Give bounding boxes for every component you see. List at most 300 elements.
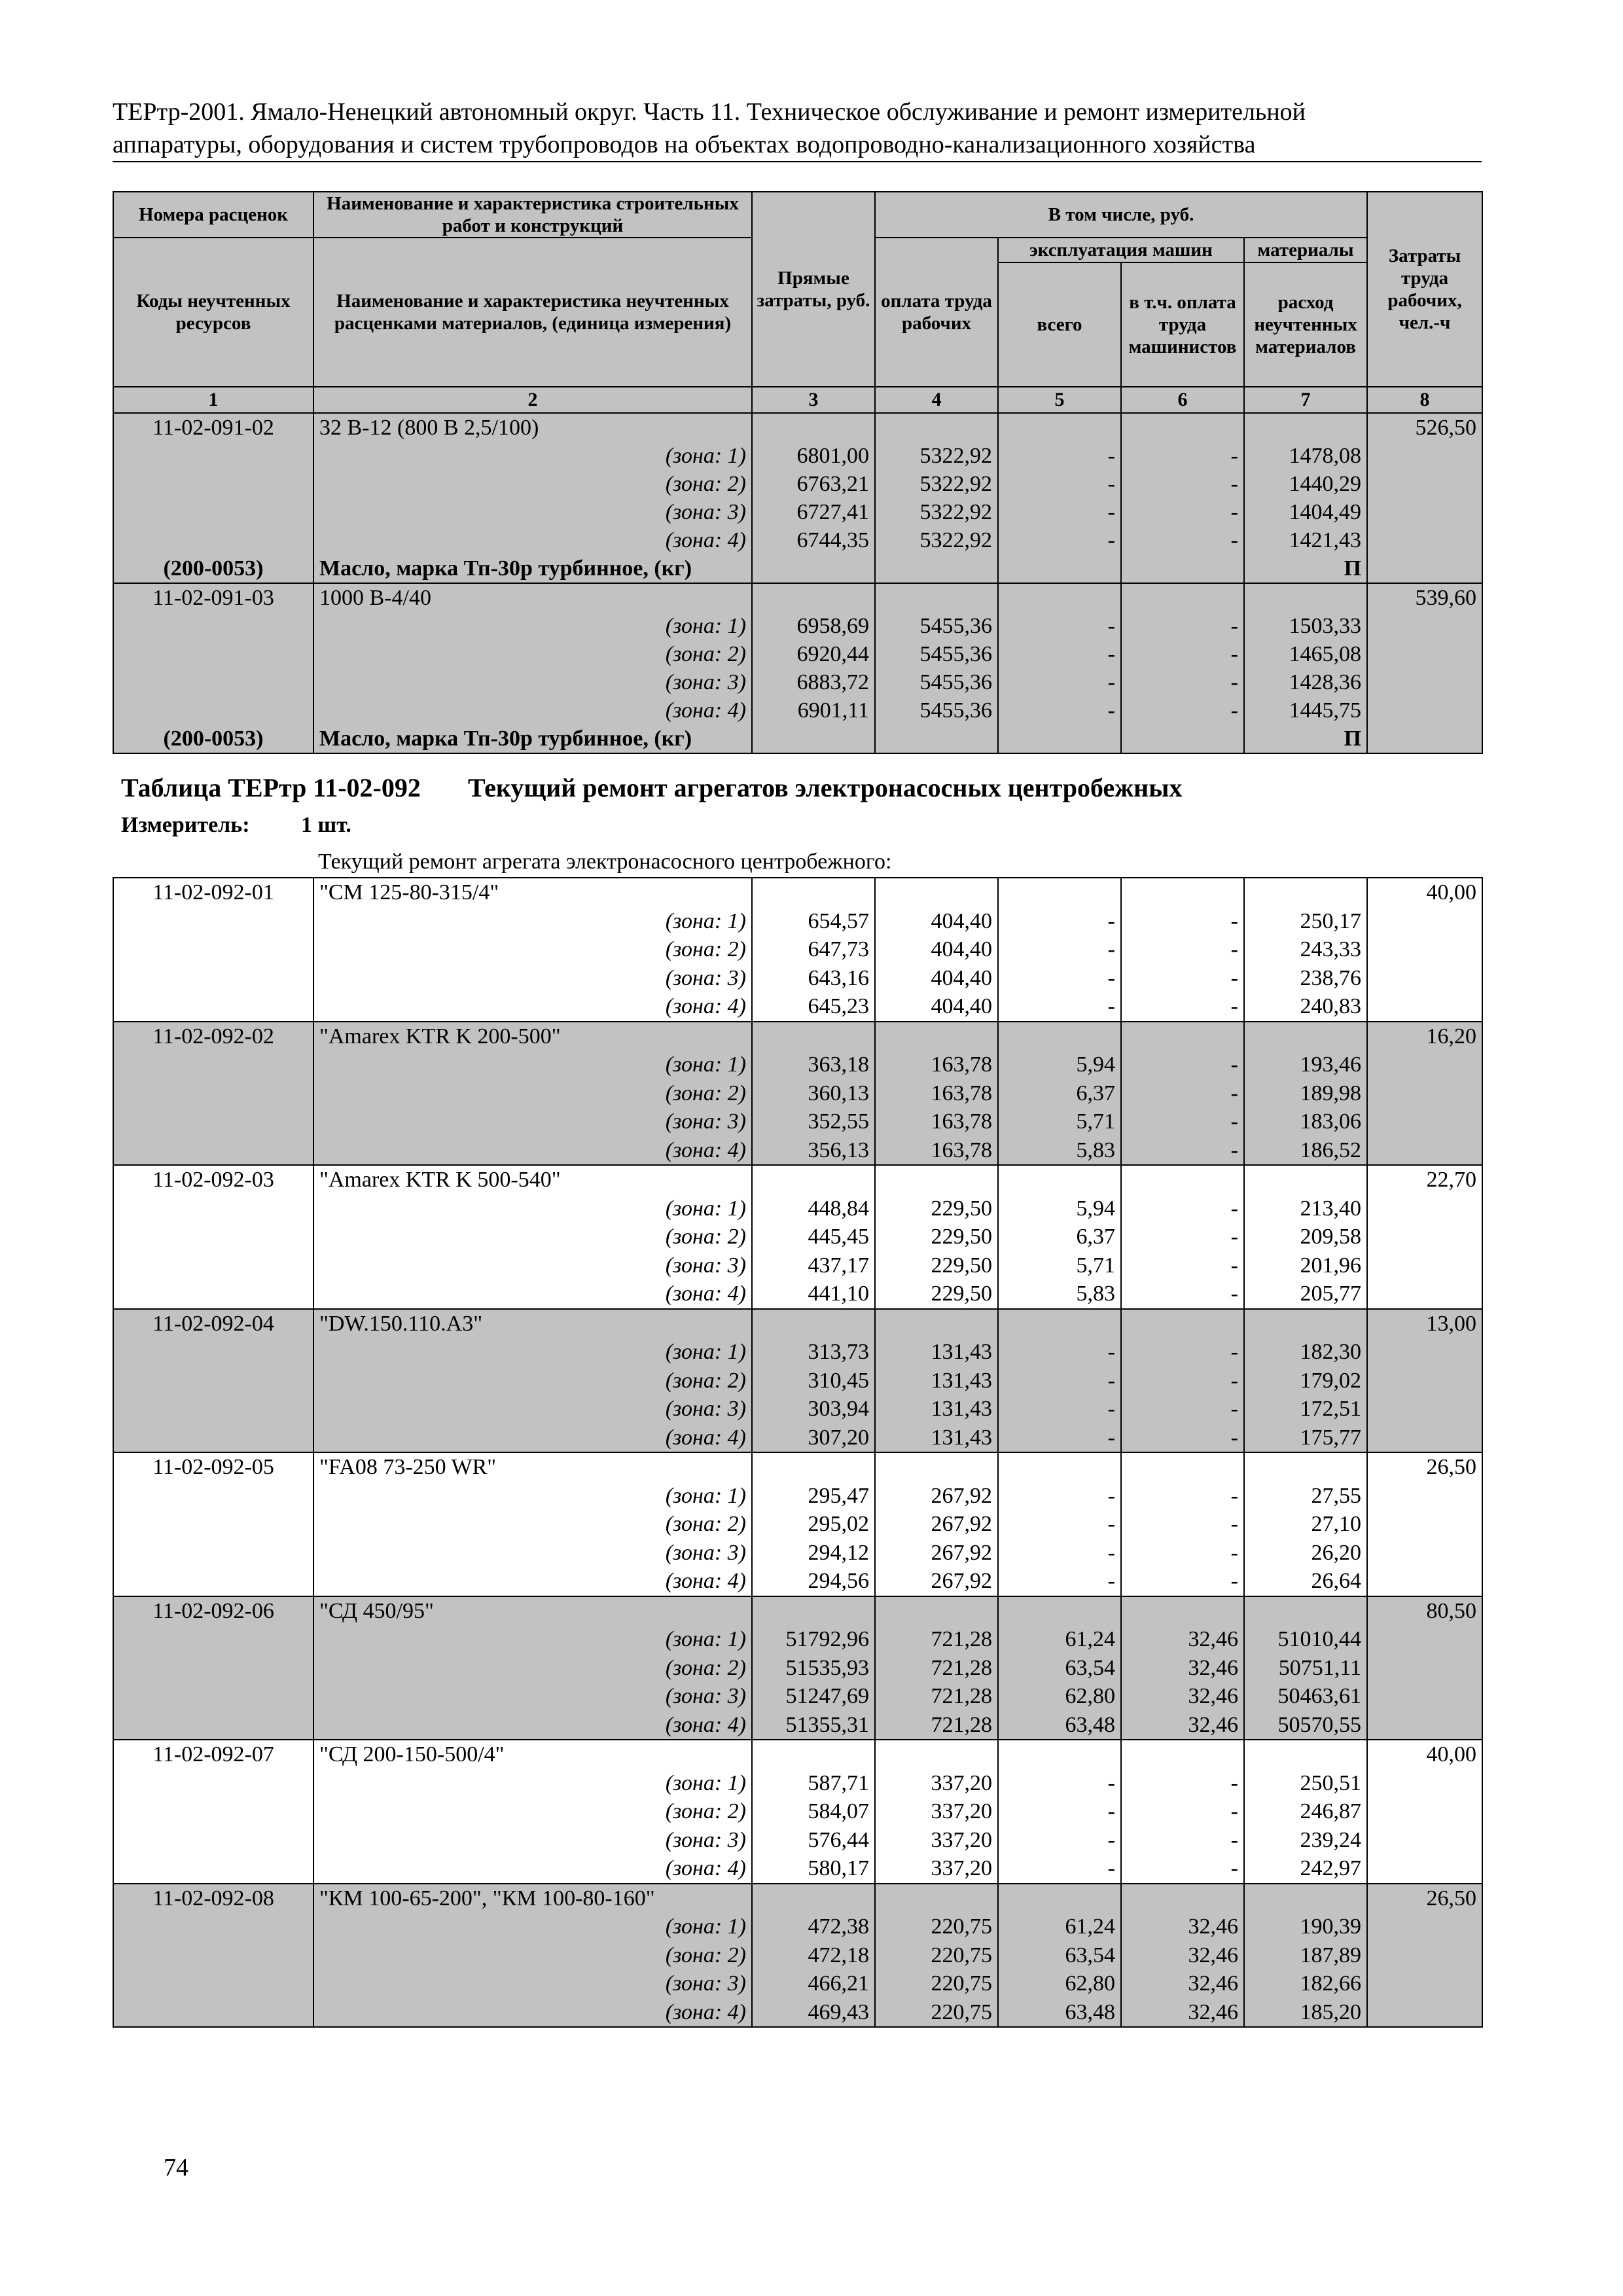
header-line-1: ТЕРтр-2001. Ямало-Ненецкий автономный округ. Часть 11. Техническое обслуживание и ремонт измерительной [113, 98, 1306, 126]
machines-value: 5,83 [998, 1280, 1121, 1309]
workers-pay-value: 163,78 [875, 1050, 998, 1079]
table-row [113, 696, 1482, 725]
empty-cell [998, 1740, 1121, 1769]
empty-cell [1367, 1826, 1482, 1855]
workers-pay-value: 5455,36 [875, 640, 998, 668]
table-row [113, 1596, 1482, 1626]
machines-value: - [998, 992, 1121, 1022]
operators-pay-value: - [1121, 696, 1244, 725]
materials-value: 242,97 [1244, 1854, 1367, 1884]
empty-cell [1244, 1022, 1367, 1051]
table-head [113, 192, 1482, 413]
empty-cell [998, 1165, 1121, 1194]
table-row [113, 935, 1482, 964]
direct-costs-value: 352,55 [752, 1107, 875, 1136]
machines-value: - [998, 470, 1121, 498]
workers-pay-value: 267,92 [875, 1510, 998, 1539]
col-work-name: Наименование и характеристика строительных работ и конструкций [313, 192, 752, 238]
workers-pay-value: 404,40 [875, 935, 998, 964]
empty-cell [113, 526, 313, 554]
operators-pay-value: - [1121, 1079, 1244, 1108]
machines-value: - [998, 526, 1121, 554]
materials-value: 51010,44 [1244, 1625, 1367, 1654]
table-code: Таблица ТЕРтр 11-02-092 [121, 773, 421, 802]
zone-label: (зона: 3) [313, 1826, 752, 1855]
rate-name: "Amarex KTR K 200-500" [313, 1022, 752, 1051]
operators-pay-value: - [1121, 1797, 1244, 1826]
operators-pay-value: - [1121, 1482, 1244, 1511]
workers-pay-value: 5455,36 [875, 668, 998, 696]
workers-pay-value: 220,75 [875, 1941, 998, 1970]
empty-cell [1367, 696, 1482, 725]
table-row [113, 1280, 1482, 1309]
table-row [113, 1194, 1482, 1223]
table-row [113, 1998, 1482, 2028]
materials-value: 182,30 [1244, 1338, 1367, 1367]
direct-costs-value: 6920,44 [752, 640, 875, 668]
col-number: 7 [1244, 387, 1367, 413]
empty-cell [998, 725, 1121, 753]
materials-value: 250,51 [1244, 1769, 1367, 1798]
empty-cell [113, 1510, 313, 1539]
direct-costs-value: 310,45 [752, 1367, 875, 1395]
empty-cell [1367, 1482, 1482, 1511]
zone-label: (зона: 1) [313, 1625, 752, 1654]
rate-name: "СД 200-150-500/4" [313, 1740, 752, 1769]
zone-label: (зона: 3) [313, 1251, 752, 1280]
sub-title: Текущий ремонт агрегата электронасосного центробежного: [318, 850, 892, 874]
rate-name: "DW.150.110.A3" [313, 1309, 752, 1338]
operators-pay-value: - [1121, 964, 1244, 993]
empty-cell [1367, 1567, 1482, 1596]
empty-cell [1244, 1452, 1367, 1482]
machines-value: - [998, 1510, 1121, 1539]
empty-cell [1244, 1596, 1367, 1626]
top-rates-table [113, 191, 1483, 754]
empty-cell [113, 442, 313, 470]
zone-label: (зона: 4) [313, 1854, 752, 1884]
empty-cell [1367, 498, 1482, 526]
workers-pay-value: 404,40 [875, 964, 998, 993]
operators-pay-value: - [1121, 640, 1244, 668]
workers-pay-value: 5322,92 [875, 470, 998, 498]
operators-pay-value: - [1121, 1567, 1244, 1596]
materials-value: 201,96 [1244, 1251, 1367, 1280]
empty-cell [752, 583, 875, 612]
empty-cell [113, 1941, 313, 1970]
empty-cell [1367, 1424, 1482, 1453]
empty-cell [113, 1625, 313, 1654]
empty-cell [113, 1338, 313, 1367]
labor-value: 26,50 [1367, 1884, 1482, 1913]
machines-value: 62,80 [998, 1969, 1121, 1998]
materials-value: 183,06 [1244, 1107, 1367, 1136]
empty-cell [875, 413, 998, 442]
table-row [113, 1769, 1482, 1798]
materials-value: 1421,43 [1244, 526, 1367, 554]
operators-pay-value: - [1121, 935, 1244, 964]
empty-cell [1121, 583, 1244, 612]
operators-pay-value: - [1121, 1854, 1244, 1884]
labor-value: 80,50 [1367, 1596, 1482, 1626]
workers-pay-value: 721,28 [875, 1711, 998, 1740]
table-row [113, 1826, 1482, 1855]
table-row [113, 442, 1482, 470]
direct-costs-value: 294,12 [752, 1539, 875, 1568]
empty-cell [875, 1884, 998, 1913]
table-row [113, 1424, 1482, 1453]
operators-pay-value: - [1121, 1251, 1244, 1280]
table-row [113, 992, 1482, 1022]
rate-code: 11-02-091-03 [113, 583, 313, 612]
zone-label: (зона: 3) [313, 1539, 752, 1568]
machines-value: 6,37 [998, 1223, 1121, 1251]
empty-cell [113, 470, 313, 498]
empty-cell [1367, 1194, 1482, 1223]
workers-pay-value: 229,50 [875, 1223, 998, 1251]
table-row [113, 612, 1482, 640]
col-number: 5 [998, 387, 1121, 413]
col-number: 4 [875, 387, 998, 413]
col-number: 8 [1367, 387, 1482, 413]
machines-value: - [998, 935, 1121, 964]
direct-costs-value: 51247,69 [752, 1682, 875, 1711]
table-row [113, 526, 1482, 554]
direct-costs-value: 6883,72 [752, 668, 875, 696]
operators-pay-value: - [1121, 1107, 1244, 1136]
col-number: 2 [313, 387, 752, 413]
direct-costs-value: 647,73 [752, 935, 875, 964]
workers-pay-value: 220,75 [875, 1912, 998, 1941]
empty-cell [113, 696, 313, 725]
rate-name: 32 В-12 (800 В 2,5/100) [313, 413, 752, 442]
materials-value: 172,51 [1244, 1395, 1367, 1424]
machines-value: - [998, 1338, 1121, 1367]
operators-pay-value: 32,46 [1121, 1969, 1244, 1998]
operators-pay-value: - [1121, 442, 1244, 470]
empty-cell [1367, 1912, 1482, 1941]
rate-name: 1000 В-4/40 [313, 583, 752, 612]
materials-value: 50463,61 [1244, 1682, 1367, 1711]
zone-label: (зона: 2) [313, 1941, 752, 1970]
rate-name: "Amarex KTR K 500-540" [313, 1165, 752, 1194]
rate-code: 11-02-092-04 [113, 1309, 313, 1338]
zone-label: (зона: 2) [313, 640, 752, 668]
zone-label: (зона: 2) [313, 470, 752, 498]
operators-pay-value: - [1121, 1367, 1244, 1395]
table-row [113, 1567, 1482, 1596]
zone-label: (зона: 4) [313, 1567, 752, 1596]
col-including: В том числе, руб. [875, 192, 1367, 238]
workers-pay-value: 131,43 [875, 1395, 998, 1424]
empty-cell [113, 1969, 313, 1998]
empty-cell [1367, 725, 1482, 753]
resource-mark: П [1244, 554, 1367, 583]
materials-value: 26,64 [1244, 1567, 1367, 1596]
empty-cell [113, 1769, 313, 1798]
zone-label: (зона: 4) [313, 1280, 752, 1309]
zone-label: (зона: 3) [313, 1395, 752, 1424]
zone-label: (зона: 2) [313, 1367, 752, 1395]
resource-mark: П [1244, 725, 1367, 753]
materials-value: 243,33 [1244, 935, 1367, 964]
machines-value: 5,83 [998, 1136, 1121, 1166]
operators-pay-value: - [1121, 1510, 1244, 1539]
rate-record [113, 583, 1482, 753]
machines-value: 63,54 [998, 1654, 1121, 1683]
empty-cell [1244, 1165, 1367, 1194]
workers-pay-value: 229,50 [875, 1251, 998, 1280]
machines-value: - [998, 1424, 1121, 1453]
zone-label: (зона: 1) [313, 1050, 752, 1079]
col-total: всего [998, 262, 1121, 387]
table-row [113, 1165, 1482, 1194]
empty-cell [752, 878, 875, 907]
zone-label: (зона: 1) [313, 442, 752, 470]
empty-cell [1121, 1884, 1244, 1913]
empty-cell [1367, 1998, 1482, 2028]
table-row [113, 1482, 1482, 1511]
direct-costs-value: 51535,93 [752, 1654, 875, 1683]
operators-pay-value: - [1121, 1280, 1244, 1309]
machines-value: 61,24 [998, 1912, 1121, 1941]
workers-pay-value: 229,50 [875, 1280, 998, 1309]
direct-costs-value: 472,38 [752, 1912, 875, 1941]
direct-costs-value: 580,17 [752, 1854, 875, 1884]
empty-cell [113, 1998, 313, 2028]
operators-pay-value: - [1121, 907, 1244, 936]
rate-name: "КМ 100-65-200", "КМ 100-80-160" [313, 1884, 752, 1913]
table-row [113, 1338, 1482, 1367]
rate-record [113, 1165, 1482, 1309]
empty-cell [113, 640, 313, 668]
workers-pay-value: 404,40 [875, 907, 998, 936]
machines-value: - [998, 640, 1121, 668]
operators-pay-value: - [1121, 526, 1244, 554]
empty-cell [752, 554, 875, 583]
empty-cell [113, 1194, 313, 1223]
machines-value: - [998, 1482, 1121, 1511]
resource-name: Масло, марка Тп-30р турбинное, (кг) [313, 554, 752, 583]
zone-label: (зона: 1) [313, 612, 752, 640]
empty-cell [998, 1884, 1121, 1913]
empty-cell [1367, 1625, 1482, 1654]
table-row [113, 1107, 1482, 1136]
header-line-2: аппаратуры, оборудования и систем трубопроводов на объектах водопроводно-канализационного хозяйства [113, 128, 1482, 162]
rate-name: "FA08 73-250 WR" [313, 1452, 752, 1482]
empty-cell [1121, 554, 1244, 583]
rate-record [113, 1022, 1482, 1166]
table-row [113, 1797, 1482, 1826]
empty-cell [752, 413, 875, 442]
workers-pay-value: 267,92 [875, 1567, 998, 1596]
materials-value: 1445,75 [1244, 696, 1367, 725]
machines-value: - [998, 498, 1121, 526]
table-row [113, 1309, 1482, 1338]
zone-label: (зона: 4) [313, 1998, 752, 2028]
operators-pay-value: - [1121, 1050, 1244, 1079]
materials-value: 238,76 [1244, 964, 1367, 993]
operators-pay-value: - [1121, 1395, 1244, 1424]
table-row [113, 640, 1482, 668]
col-machines: эксплуатация машин [998, 238, 1244, 262]
rate-code: 11-02-092-07 [113, 1740, 313, 1769]
workers-pay-value: 131,43 [875, 1424, 998, 1453]
direct-costs-value: 295,47 [752, 1482, 875, 1511]
empty-cell [875, 1740, 998, 1769]
operators-pay-value: 32,46 [1121, 1682, 1244, 1711]
col-materials: материалы [1244, 238, 1367, 262]
materials-value: 1478,08 [1244, 442, 1367, 470]
materials-value: 179,02 [1244, 1367, 1367, 1395]
rate-code: 11-02-092-01 [113, 878, 313, 907]
rate-record [113, 1596, 1482, 1740]
direct-costs-value: 448,84 [752, 1194, 875, 1223]
materials-value: 1465,08 [1244, 640, 1367, 668]
table-row [113, 964, 1482, 993]
empty-cell [113, 1912, 313, 1941]
machines-value: - [998, 696, 1121, 725]
col-number: 3 [752, 387, 875, 413]
zone-label: (зона: 4) [313, 992, 752, 1022]
workers-pay-value: 267,92 [875, 1482, 998, 1511]
empty-cell [113, 1482, 313, 1511]
materials-value: 185,20 [1244, 1998, 1367, 2028]
labor-value: 16,20 [1367, 1022, 1482, 1051]
operators-pay-value: - [1121, 1338, 1244, 1367]
empty-cell [113, 612, 313, 640]
table-row [113, 583, 1482, 612]
table-row [113, 413, 1482, 442]
empty-cell [1367, 1510, 1482, 1539]
rate-code: 11-02-092-08 [113, 1884, 313, 1913]
operators-pay-value: 32,46 [1121, 1625, 1244, 1654]
empty-cell [1367, 992, 1482, 1022]
empty-cell [875, 1165, 998, 1194]
empty-cell [998, 1596, 1121, 1626]
empty-cell [1367, 1280, 1482, 1309]
operators-pay-value: - [1121, 1769, 1244, 1798]
zone-label: (зона: 3) [313, 1107, 752, 1136]
machines-value: - [998, 1539, 1121, 1568]
zone-label: (зона: 2) [313, 1654, 752, 1683]
zone-label: (зона: 1) [313, 1912, 752, 1941]
operators-pay-value: 32,46 [1121, 1912, 1244, 1941]
empty-cell [113, 1280, 313, 1309]
table-row [113, 1884, 1482, 1913]
empty-cell [1367, 1797, 1482, 1826]
workers-pay-value: 163,78 [875, 1079, 998, 1108]
labor-value: 526,50 [1367, 413, 1482, 442]
zone-label: (зона: 2) [313, 1223, 752, 1251]
empty-cell [875, 554, 998, 583]
empty-cell [113, 1654, 313, 1683]
zone-label: (зона: 3) [313, 964, 752, 993]
empty-cell [752, 1740, 875, 1769]
empty-cell [875, 583, 998, 612]
machines-value: - [998, 1567, 1121, 1596]
workers-pay-value: 721,28 [875, 1654, 998, 1683]
machines-value: 61,24 [998, 1625, 1121, 1654]
table-title: Текущий ремонт агрегатов электронасосных центробежных [468, 773, 1183, 802]
empty-cell [752, 725, 875, 753]
empty-cell [1367, 935, 1482, 964]
materials-value: 1404,49 [1244, 498, 1367, 526]
zone-label: (зона: 3) [313, 668, 752, 696]
operators-pay-value: - [1121, 498, 1244, 526]
empty-cell [752, 1309, 875, 1338]
empty-cell [113, 1854, 313, 1884]
machines-value: 5,94 [998, 1050, 1121, 1079]
empty-cell [113, 668, 313, 696]
rate-record [113, 1452, 1482, 1596]
workers-pay-value: 5322,92 [875, 526, 998, 554]
empty-cell [1244, 878, 1367, 907]
table-row [113, 1367, 1482, 1395]
workers-pay-value: 337,20 [875, 1797, 998, 1826]
materials-value: 193,46 [1244, 1050, 1367, 1079]
workers-pay-value: 721,28 [875, 1625, 998, 1654]
machines-value: 6,37 [998, 1079, 1121, 1108]
empty-cell [752, 1596, 875, 1626]
operators-pay-value: 32,46 [1121, 1654, 1244, 1683]
col-workers-pay: оплата труда рабочих [875, 238, 998, 387]
workers-pay-value: 5322,92 [875, 498, 998, 526]
workers-pay-value: 131,43 [875, 1338, 998, 1367]
table-row [113, 878, 1482, 907]
direct-costs-value: 356,13 [752, 1136, 875, 1166]
empty-cell [998, 878, 1121, 907]
empty-cell [1367, 1654, 1482, 1683]
machines-value: - [998, 907, 1121, 936]
rate-code: 11-02-092-03 [113, 1165, 313, 1194]
col-rate-numbers: Номера расценок [113, 192, 313, 238]
empty-cell [875, 725, 998, 753]
empty-cell [875, 1596, 998, 1626]
empty-cell [1244, 413, 1367, 442]
table-row [113, 1625, 1482, 1654]
resource-code: (200-0053) [113, 725, 313, 753]
table-row [113, 907, 1482, 936]
zone-label: (зона: 1) [313, 1482, 752, 1511]
workers-pay-value: 163,78 [875, 1107, 998, 1136]
table-row [113, 470, 1482, 498]
col-number: 6 [1121, 387, 1244, 413]
zone-label: (зона: 2) [313, 1079, 752, 1108]
col-labor-costs: Затраты труда рабочих, чел.-ч [1367, 192, 1482, 387]
materials-value: 1440,29 [1244, 470, 1367, 498]
empty-cell [1367, 1050, 1482, 1079]
workers-pay-value: 337,20 [875, 1769, 998, 1798]
empty-cell [1367, 1395, 1482, 1424]
rate-name: "СД 450/95" [313, 1596, 752, 1626]
empty-cell [1121, 725, 1244, 753]
zone-label: (зона: 3) [313, 1682, 752, 1711]
empty-cell [1367, 526, 1482, 554]
empty-cell [1244, 1884, 1367, 1913]
empty-cell [1367, 1941, 1482, 1970]
table-row [113, 1654, 1482, 1683]
table-row [113, 1452, 1482, 1482]
operators-pay-value: - [1121, 1136, 1244, 1166]
empty-cell [113, 907, 313, 936]
direct-costs-value: 303,94 [752, 1395, 875, 1424]
table-row [113, 1050, 1482, 1079]
direct-costs-value: 441,10 [752, 1280, 875, 1309]
machines-value: - [998, 612, 1121, 640]
table-row [113, 1912, 1482, 1941]
empty-cell [1121, 878, 1244, 907]
